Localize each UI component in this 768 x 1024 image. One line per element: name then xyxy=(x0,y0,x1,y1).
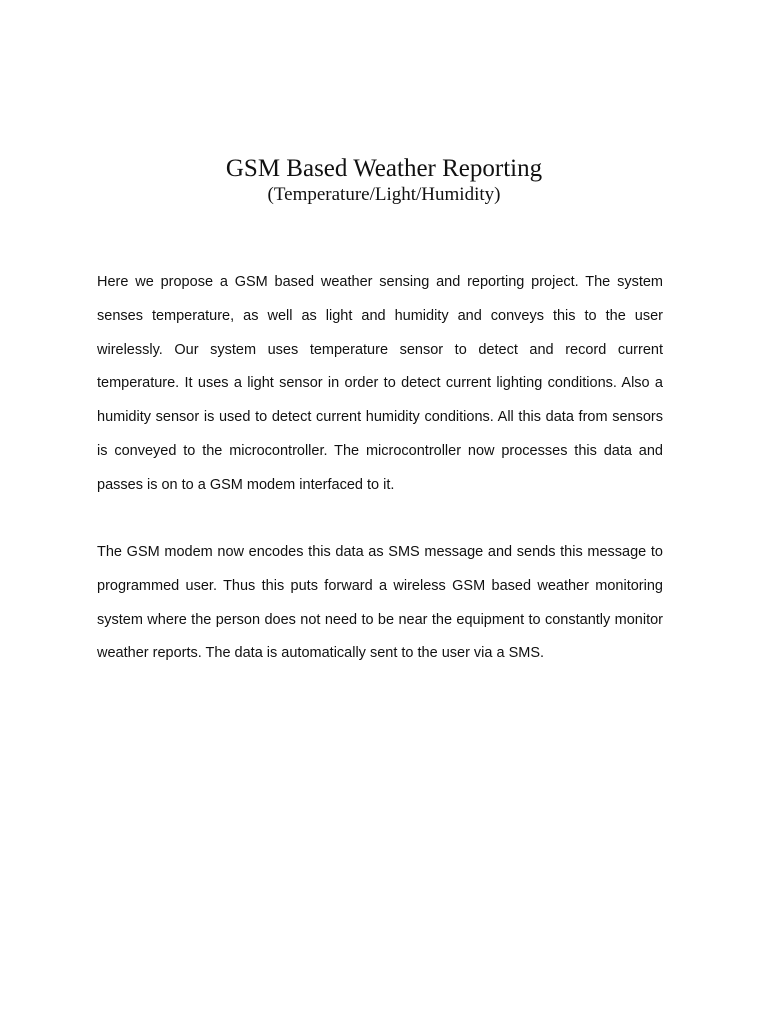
paragraph-intro: Here we propose a GSM based weather sensing and reporting project. The system senses temperature, as well as light and humidity and conveys this to the user wirelessly. Our system uses temperature sensor to detect and record current temperature. It uses a light sensor in order to detect current lighting conditions. Also a humidity sensor is used to detect current humidity conditions. All this data from sensors is conveyed to the microcontroller. The microcontroller now processes this data and passes is on to a GSM modem interfaced to it. xyxy=(97,274,663,493)
paragraph-gsm-modem: The GSM modem now encodes this data as SMS message and sends this message to programmed user. Thus this puts forward a wireless GSM based weather monitoring system where the person does not need to be near the equipment to constantly monitor weather reports. The data is automatically sent to the user via a SMS. xyxy=(97,544,663,662)
document-title: GSM Based Weather Reporting xyxy=(225,155,543,182)
document-subtitle: (Temperature/Light/Humidity) xyxy=(267,184,501,205)
